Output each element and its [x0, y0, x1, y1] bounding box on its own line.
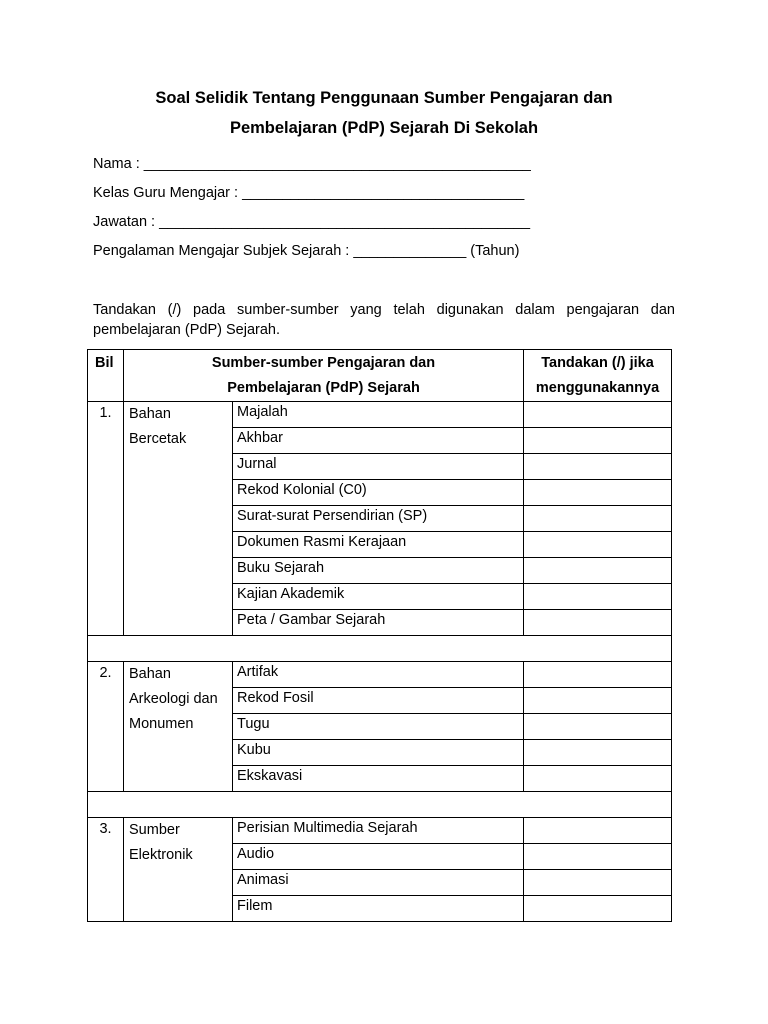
source-item-label: Artifak — [233, 662, 524, 688]
tick-cell[interactable] — [524, 870, 672, 896]
table-row — [88, 402, 672, 428]
header-sumber-line-2: Pembelajaran (PdP) Sejarah — [227, 380, 420, 396]
source-item-label: Ekskavasi — [233, 766, 524, 792]
source-item-label: Buku Sejarah — [233, 558, 524, 584]
tick-cell[interactable] — [524, 480, 672, 506]
source-item-label: Tugu — [233, 714, 524, 740]
tick-cell[interactable] — [524, 766, 672, 792]
tick-cell[interactable] — [524, 818, 672, 844]
tick-cell[interactable] — [524, 454, 672, 480]
category-line: Elektronik — [129, 847, 193, 863]
source-item-label: Rekod Fosil — [233, 688, 524, 714]
tick-cell[interactable] — [524, 740, 672, 766]
group-number: 3. — [88, 818, 124, 922]
source-item-label: Kubu — [233, 740, 524, 766]
category-line: Arkeologi dan — [129, 691, 218, 707]
category-line: Bahan — [129, 666, 171, 682]
tick-cell[interactable] — [524, 662, 672, 688]
group-separator-row — [88, 636, 672, 662]
source-item-label: Animasi — [233, 870, 524, 896]
group-number: 1. — [88, 402, 124, 636]
source-item-label: Majalah — [233, 402, 524, 428]
tick-cell[interactable] — [524, 558, 672, 584]
kelas-guru-field[interactable]: Kelas Guru Mengajar : ___________________________________ — [93, 185, 525, 201]
category-line: Bahan — [129, 406, 171, 422]
group-category — [124, 662, 233, 792]
category-line: Bercetak — [129, 431, 187, 447]
header-tandakan-line-2: menggunakannya — [535, 380, 660, 396]
group-number: 2. — [88, 662, 124, 792]
source-item-label: Dokumen Rasmi Kerajaan — [233, 532, 524, 558]
tick-cell[interactable] — [524, 532, 672, 558]
category-line: Monumen — [129, 716, 194, 732]
tick-cell[interactable] — [524, 688, 672, 714]
source-item-label: Surat-surat Persendirian (SP) — [233, 506, 524, 532]
instruction-text — [93, 300, 675, 340]
table-row — [88, 662, 672, 688]
separator-cell — [88, 792, 672, 818]
header-sumber — [124, 350, 524, 402]
nama-field[interactable]: Nama : ________________________________________________ — [93, 156, 531, 172]
source-item-label: Rekod Kolonial (C0) — [233, 480, 524, 506]
header-tandakan — [524, 350, 672, 402]
document-title-line-2: Pembelajaran (PdP) Sejarah Di Sekolah — [229, 119, 539, 137]
source-item-label: Peta / Gambar Sejarah — [233, 610, 524, 636]
pengalaman-field[interactable]: Pengalaman Mengajar Subjek Sejarah : ______________ (Tahun) — [93, 243, 520, 259]
survey-table — [87, 349, 672, 922]
header-sumber-line-1: Sumber-sumber Pengajaran dan — [211, 355, 436, 371]
instruction-line-1: Tandakan (/) pada sumber-sumber yang telah digunakan dalam pengajaran dan — [93, 302, 675, 318]
source-item-label: Akhbar — [233, 428, 524, 454]
instruction-line-2: pembelajaran (PdP) Sejarah. — [93, 322, 280, 338]
source-item-label: Kajian Akademik — [233, 584, 524, 610]
table-header-row — [88, 350, 672, 402]
source-item-label: Jurnal — [233, 454, 524, 480]
header-tandakan-line-1: Tandakan (/) jika — [541, 355, 654, 371]
category-line: Sumber — [129, 822, 180, 838]
source-item-label: Perisian Multimedia Sejarah — [233, 818, 524, 844]
jawatan-field[interactable]: Jawatan : ______________________________________________ — [93, 214, 531, 230]
tick-cell[interactable] — [524, 610, 672, 636]
group-category — [124, 402, 233, 636]
group-separator-row — [88, 792, 672, 818]
tick-cell[interactable] — [524, 506, 672, 532]
separator-cell — [88, 636, 672, 662]
tick-cell[interactable] — [524, 584, 672, 610]
tick-cell[interactable] — [524, 896, 672, 922]
tick-cell[interactable] — [524, 402, 672, 428]
tick-cell[interactable] — [524, 844, 672, 870]
table-row — [88, 818, 672, 844]
source-item-label: Audio — [233, 844, 524, 870]
document-title-line-1: Soal Selidik Tentang Penggunaan Sumber Pengajaran dan — [155, 89, 613, 107]
header-bil: Bil — [88, 350, 124, 402]
group-category — [124, 818, 233, 922]
tick-cell[interactable] — [524, 714, 672, 740]
tick-cell[interactable] — [524, 428, 672, 454]
source-item-label: Filem — [233, 896, 524, 922]
